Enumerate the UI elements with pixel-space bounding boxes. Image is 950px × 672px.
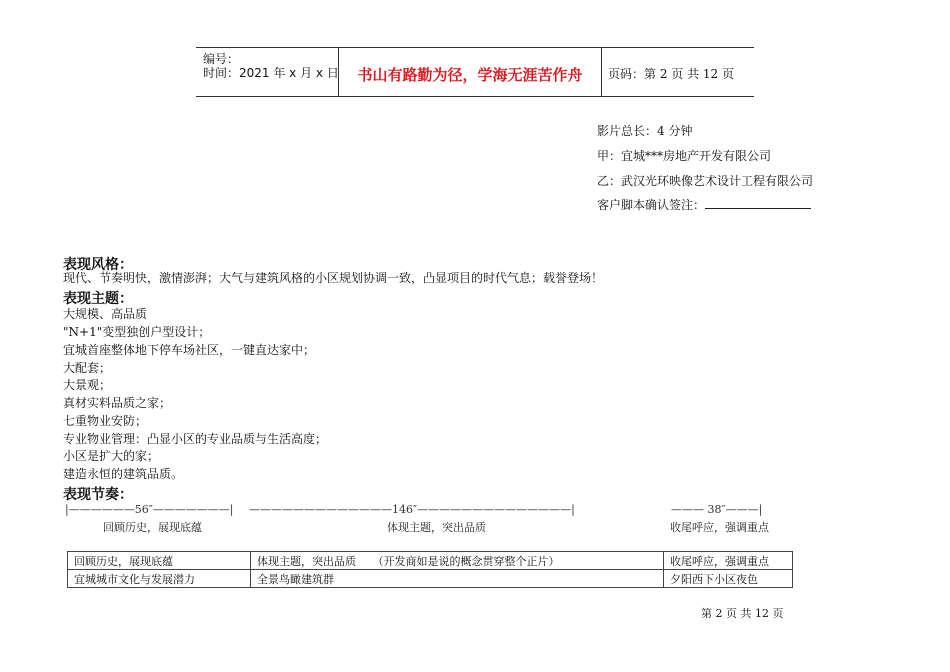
info-party-a: 甲：宜城***房地产开发有限公司 (597, 149, 772, 163)
info-duration: 影片总长：4 分钟 (597, 124, 693, 138)
theme-item: 大规模、高品质 (63, 307, 148, 321)
header-number-label: 编号： (203, 52, 240, 66)
table-cell: 体现主题，突出品质 （开发商如是说的概念贯穿整个正片） (251, 552, 664, 570)
theme-item: 建造永恒的建筑品质。 (63, 467, 184, 481)
timeline-segment-1: |——————56″———————| (65, 503, 234, 516)
timeline-caption: 收尾呼应，强调重点 (670, 521, 769, 534)
header-motto: 书山有路勤为径，学海无涯苦作舟 (357, 66, 583, 84)
header-page-label: 页码：第 2 页 共 12 页 (608, 67, 734, 81)
theme-item: 大配套； (63, 361, 112, 375)
theme-item: 七重物业安防； (63, 414, 148, 428)
info-party-b: 乙：武汉光环映像艺术设计工程有限公司 (597, 174, 814, 188)
header-time-label: 时间：2021 年 x 月 x 日 (203, 66, 339, 80)
theme-item: 专业物业管理：凸显小区的专业品质与生活高度； (63, 432, 328, 446)
theme-item: "N+1"变型独创户型设计； (63, 325, 211, 339)
table-row (68, 570, 793, 588)
table-cell: 全景鸟瞰建筑群 (251, 570, 664, 588)
timeline-caption: 体现主题，突出品质 (387, 521, 486, 534)
table-cell: 收尾呼应，强调重点 (664, 552, 793, 570)
timeline-segment-2: —————————————146″——————————————| (249, 503, 575, 516)
rhythm-heading: 表现节奏： (63, 487, 133, 503)
rhythm-table (67, 551, 793, 588)
style-text: 现代、节奏明快，激情澎湃；大气与建筑风格的小区规划协调一致，凸显项目的时代气息；载誉登场！ (63, 271, 604, 285)
theme-item: 宜城首座整体地下停车场社区，一键直达家中； (63, 343, 316, 357)
timeline-segment-3: ——— 38″———| (671, 503, 763, 516)
style-heading: 表现风格： (63, 257, 133, 273)
table-cell: 宜城城市文化与发展潜力 (68, 570, 251, 588)
theme-item: 大景观； (63, 378, 112, 392)
table-cell: 回顾历史，展现底蕴 (68, 552, 251, 570)
page-footer: 第 2 页 共 12 页 (701, 607, 784, 620)
theme-heading: 表现主题： (63, 291, 133, 307)
table-cell: 夕阳西下小区夜色 (664, 570, 793, 588)
theme-item: 真材实料品质之家； (63, 396, 172, 410)
timeline-caption: 回顾历史，展现底蕴 (103, 521, 202, 534)
table-row (68, 552, 793, 570)
theme-item: 小区是扩大的家； (63, 449, 160, 463)
info-signature-label: 客户脚本确认签注： (597, 198, 706, 212)
signature-line (705, 208, 811, 209)
header-bottom-rule (196, 96, 754, 97)
